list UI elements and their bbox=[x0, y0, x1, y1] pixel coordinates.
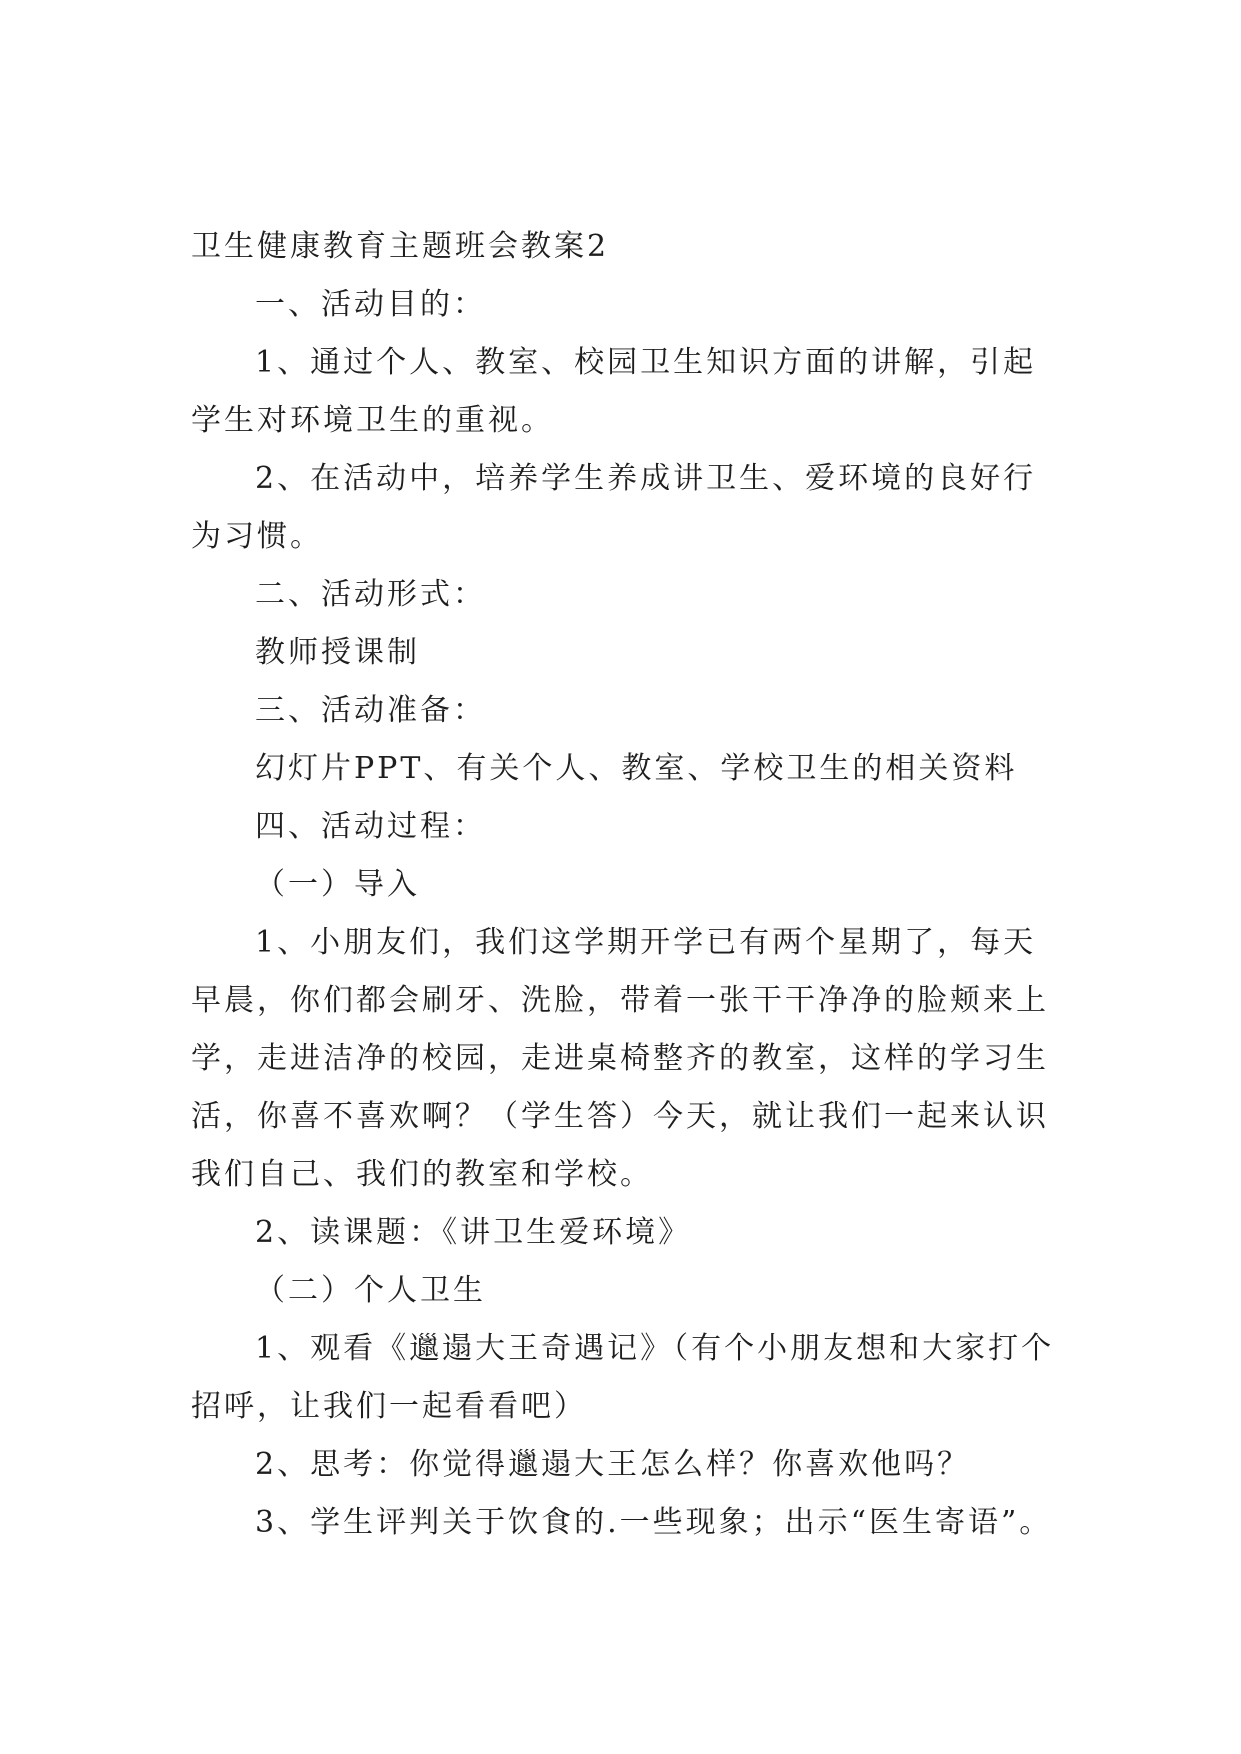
paragraph-line: 2、在活动中，培养学生养成讲卫生、爱环境的良好行 bbox=[255, 461, 1037, 496]
document-body bbox=[191, 218, 1071, 1552]
paragraph-line: 学生对环境卫生的重视。 bbox=[191, 403, 554, 438]
paragraph-line: 教师授课制 bbox=[255, 635, 420, 670]
paragraph-line: 幻灯片PPT、有关个人、教室、学校卫生的相关资料 bbox=[255, 751, 1018, 786]
paragraph-line: 1、观看《邋遢大王奇遇记》（有个小朋友想和大家打个 bbox=[255, 1331, 1055, 1366]
paragraph-line: 招呼，让我们一起看看吧） bbox=[191, 1389, 587, 1424]
heading-activity-form: 二、活动形式： bbox=[255, 577, 486, 612]
paragraph-line: 活，你喜不喜欢啊？（学生答）今天，就让我们一起来认识 bbox=[191, 1099, 1049, 1134]
paragraph-line: 3、学生评判关于饮食的.一些现象；出示“医生寄语”。 bbox=[255, 1505, 1053, 1540]
paragraph-line: 早晨，你们都会刷牙、洗脸，带着一张干干净净的脸颊来上 bbox=[191, 983, 1049, 1018]
document-title: 卫生健康教育主题班会教案2 bbox=[191, 229, 610, 264]
subheading-personal-hygiene: （二）个人卫生 bbox=[255, 1273, 486, 1308]
paragraph-line: 学，走进洁净的校园，走进桌椅整齐的教室，这样的学习生 bbox=[191, 1041, 1049, 1076]
paragraph-line: 为习惯。 bbox=[191, 519, 323, 554]
heading-activity-goal: 一、活动目的： bbox=[255, 287, 486, 322]
subheading-intro: （一）导入 bbox=[255, 867, 420, 902]
paragraph-line: 我们自己、我们的教室和学校。 bbox=[191, 1157, 653, 1192]
paragraph-line: 1、小朋友们，我们这学期开学已有两个星期了，每天 bbox=[255, 925, 1037, 960]
paragraph-line: 2、读课题：《讲卫生爱环境》 bbox=[255, 1215, 692, 1250]
paragraph-line: 2、思考：你觉得邋遢大王怎么样？你喜欢他吗？ bbox=[255, 1447, 971, 1482]
heading-activity-prep: 三、活动准备： bbox=[255, 693, 486, 728]
paragraph-line: 1、通过个人、教室、校园卫生知识方面的讲解，引起 bbox=[255, 345, 1037, 380]
heading-activity-process: 四、活动过程： bbox=[255, 809, 486, 844]
